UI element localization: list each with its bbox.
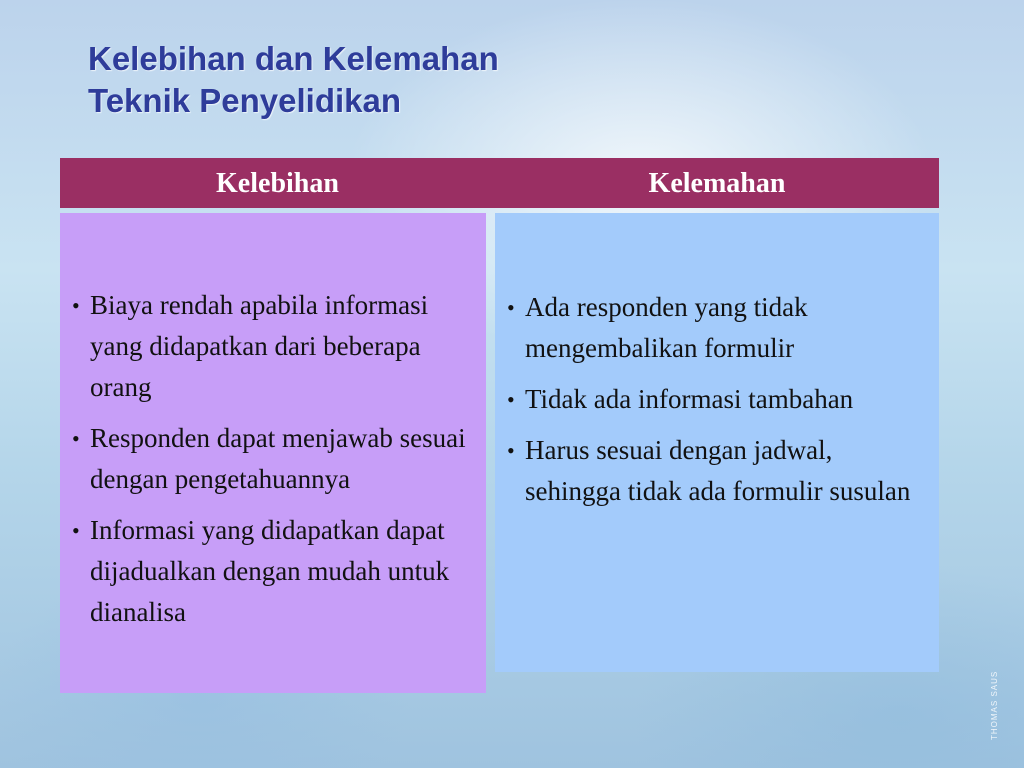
header-kelemahan: Kelemahan <box>648 168 786 199</box>
kelebihan-item <box>72 285 476 408</box>
kelebihan-item-text: Biaya rendah apabila informasi yang didapatkan dari beberapa orang <box>90 290 429 402</box>
kelebihan-item-text: Responden dapat menjawab sesuai dengan pengetahuannya <box>90 423 466 494</box>
kelemahan-item <box>507 287 925 369</box>
bullet-icon: • <box>507 438 515 463</box>
table-header <box>60 158 939 208</box>
header-kelebihan: Kelebihan <box>216 168 339 199</box>
kelebihan-item <box>72 510 476 633</box>
kelebihan-item <box>72 418 476 500</box>
kelemahan-item-text: Tidak ada informasi tambahan <box>525 384 854 414</box>
kelemahan-item <box>507 430 925 512</box>
bullet-icon: • <box>507 387 515 412</box>
slide-title-line-2: Teknik Penyelidikan <box>88 82 402 119</box>
slide-title-line-1: Kelebihan dan Kelemahan <box>88 40 499 77</box>
kelemahan-item-text: Ada responden yang tidak mengembalikan formulir <box>525 292 808 363</box>
bullet-icon: • <box>507 295 515 320</box>
bullet-icon: • <box>72 518 80 543</box>
bullet-icon: • <box>72 426 80 451</box>
kelebihan-item-text: Informasi yang didapatkan dapat dijadualkan dengan mudah untuk dianalisa <box>90 515 450 627</box>
kelemahan-item-text: Harus sesuai dengan jadwal, sehingga tidak ada formulir susulan <box>525 435 911 506</box>
kelebihan-column <box>60 213 486 693</box>
watermark: THOMAS SAUS <box>990 670 999 740</box>
bullet-icon: • <box>72 293 80 318</box>
kelemahan-list <box>507 287 925 512</box>
kelebihan-list <box>72 285 476 633</box>
kelemahan-column <box>495 213 939 672</box>
slide-title <box>88 38 499 122</box>
kelemahan-item <box>507 379 925 420</box>
